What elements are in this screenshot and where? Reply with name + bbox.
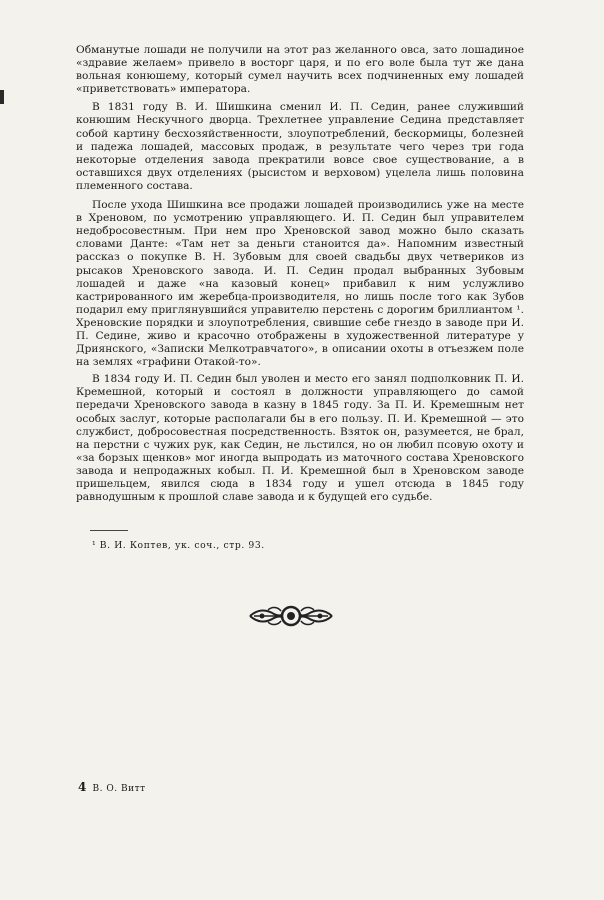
ornament-icon [248,601,334,631]
page-body [76,44,524,507]
margin-mark [0,90,4,104]
paragraph-1: Обманутые лошади не получили на этот раз желанного овса, зато лошадиное «здравие желаем» привело в восторг царя, и по его воле была тут же дана вольная конюшему, который сумел научить всех подчиненных ему лошадей «приветствовать» императора. [76,44,524,96]
page-number: 4 [78,780,87,794]
page-folio [78,780,146,794]
paragraph-3: После ухода Шишкина все продажи лошадей производились уже на месте в Хреновом, по усмотрению управляющего. И. П. Седин был управителем недобросовестным. При нем про Хреновской завод можно было сказать словами Данте: «Там нет за деньги станоится да». Напомним известный рассказ о покупке В. Н. Зубовым для своей свадьбы двух четвериков из рысаков Хреновского завода. И. П. Седин продал выбранных Зубовым лошадей и даже «на казовый конец» прибавил к ним услужливо кастрированного им жеребца-производителя, но лишь после того как Зубов подарил ему приглянувшийся управителю перстень с дорогим бриллиантом ¹. Хреновские порядки и злоупотребления, свившие себе гнездо в заводе при И. П. Седине, живо и красочно отображены в художественной литературе у Дриянского, «Записки Мелкотравчатого», в описании охоты в отъезжем поле на землях «графини Отакой-то». [76,199,524,369]
paragraph-4: В 1834 году И. П. Седин был уволен и место его занял подполковник П. И. Кремешной, который и состоял в должности управляющего до самой передачи Хреновского завода в казну в 1845 году. За П. И. Кремешным нет особых заслуг, которые располагали бы в его пользу. П. И. Кремешной — это службист, добросовестная посредственность. Взяток он, разумеется, не брал, на перстни с чужих рук, как Седин, не льстился, но он любил псовую охоту и «за борзых щенков» мог иногда выпродать из маточного состава Хреновского завода и непродажных кобыл. П. И. Кремешной был в Хреновском заводе пришельцем, явился сюда в 1834 году и ушел отсюда в 1845 году равнодушным к прошлой славе завода и к будущей его судьбе. [76,373,524,504]
paragraph-2: В 1831 году В. И. Шишкина сменил И. П. Седин, ранее служивший конюшим Нескучного дворца. Трехлетнее управление Седина представляет собой картину бесхозяйственности, злоупотреблений, бескормицы, болезней и падежа лошадей, массовых продаж, в результате чего через три года некоторые отделения завода прекратили вовсе свое существование, а в оставшихся двух отделениях (рысистом и верховом) уцелела лишь половина племенного состава. [76,101,524,192]
footnote-rule [90,530,128,531]
running-author: В. О. Витт [92,784,146,794]
footnote: ¹ В. И. Коптев, ук. соч., стр. 93. [92,540,265,551]
